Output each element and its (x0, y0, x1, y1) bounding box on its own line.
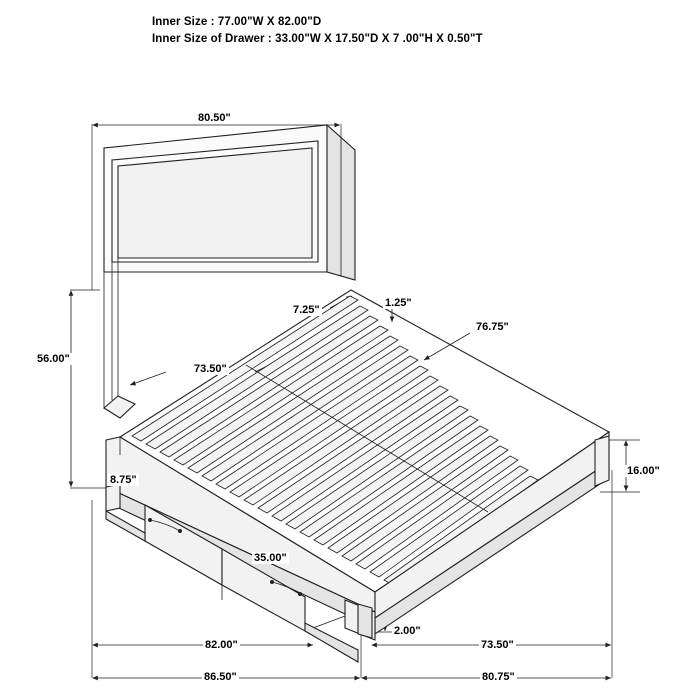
dim-headboard-panel-inset: 7.25" (293, 304, 320, 316)
dim-deck-height: 16.00" (627, 465, 660, 477)
dim-deck-depth: 76.75" (476, 321, 509, 333)
dim-headboard-width: 80.50" (198, 112, 231, 124)
dim-foot-width: 73.50" (481, 639, 514, 651)
dim-overall-length: 86.50" (204, 671, 237, 683)
dim-rail-thickness: 1.25" (385, 297, 412, 309)
dim-ground-clearance: 2.00" (394, 625, 421, 637)
inner-drawer-size-line: Inner Size of Drawer : 33.00"W X 17.50"D X 7 .00"H X 0.50"T (152, 33, 483, 45)
dim-headboard-inner-width: 73.50" (194, 363, 227, 375)
dim-side-length: 82.00" (205, 639, 238, 651)
dim-rail-height: 8.75" (110, 474, 137, 486)
dim-overall-height: 56.00" (37, 353, 70, 365)
dim-drawer-width: 35.00" (254, 552, 287, 564)
dim-overall-width: 80.75" (482, 671, 515, 683)
inner-size-line: Inner Size : 77.00"W X 82.00"D (152, 16, 322, 28)
